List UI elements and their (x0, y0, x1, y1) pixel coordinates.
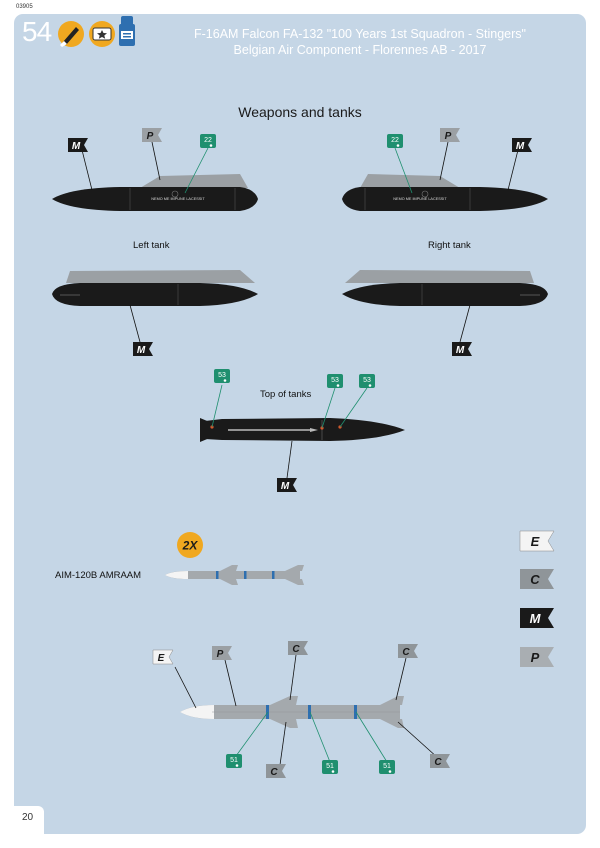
decal-22-right (387, 134, 403, 148)
decal-51-a (226, 754, 242, 768)
tank-left-side-view (52, 174, 258, 211)
legend-flag-p (520, 647, 554, 667)
section-heading: Weapons and tanks (238, 104, 362, 120)
svg-text:E: E (157, 653, 165, 664)
svg-text:M: M (71, 141, 81, 152)
svg-text:22: 22 (391, 137, 399, 144)
left-tank-drawing (52, 270, 258, 306)
flag-m-right-tank (452, 342, 472, 356)
right-tank-drawing (342, 270, 548, 306)
quantity-text: 2X (182, 538, 198, 553)
svg-text:M: M (529, 611, 541, 626)
decal-22-left (200, 134, 216, 148)
decal-53-c (359, 374, 375, 388)
svg-text:C: C (270, 767, 278, 778)
right-tank-label: Right tank (428, 240, 471, 251)
flag-c-amraam-2 (398, 644, 418, 658)
document-code: 03905 (16, 4, 33, 10)
svg-text:E: E (530, 534, 540, 549)
flag-c-amraam-4 (430, 754, 450, 768)
amraam-label: AIM-120B AMRAAM (55, 570, 142, 581)
decal-53-a (214, 369, 230, 383)
page-number: 20 (22, 812, 34, 823)
model-title: F-16AM Falcon FA-132 "100 Years 1st Squadron - Stingers" (194, 27, 526, 41)
svg-text:53: 53 (218, 372, 226, 379)
tank-right-side-view (342, 174, 548, 211)
flag-p-amraam (212, 646, 232, 660)
svg-text:M: M (280, 481, 290, 492)
top-of-tanks-label: Top of tanks (260, 389, 312, 400)
svg-text:53: 53 (363, 377, 371, 384)
top-of-tanks-drawing (200, 418, 405, 442)
svg-text:22: 22 (204, 137, 212, 144)
decal-leader-lines (185, 148, 412, 762)
flag-m-top-left (68, 138, 88, 152)
svg-text:P: P (444, 131, 452, 142)
tank-inscription-left: NEMO ME IMPUNE LACESSIT (151, 197, 205, 201)
decal-53-b (327, 374, 343, 388)
svg-text:C: C (292, 644, 300, 655)
svg-text:C: C (402, 647, 410, 658)
svg-text:51: 51 (230, 757, 238, 764)
tank-inscription-right: NEMO ME IMPUNE LACESSIT (393, 197, 447, 201)
decal-51-b (322, 760, 338, 774)
decal-51-c (379, 760, 395, 774)
leader-lines (82, 142, 518, 765)
flag-p-top-right (440, 128, 460, 142)
flag-c-amraam-3 (266, 764, 286, 778)
flag-m-left-tank (133, 342, 153, 356)
svg-text:C: C (434, 757, 442, 768)
quantity-badge (177, 532, 203, 558)
svg-text:M: M (515, 141, 525, 152)
legend-flag-m (520, 608, 554, 628)
svg-text:C: C (530, 572, 540, 587)
svg-text:M: M (136, 345, 146, 356)
flag-m-top-of-tanks (277, 478, 297, 492)
legend-flag-c (520, 569, 554, 589)
amraam-large-drawing (180, 696, 404, 728)
svg-text:P: P (146, 131, 154, 142)
flag-p-top-left (142, 128, 162, 142)
svg-text:51: 51 (326, 763, 334, 770)
flag-e-amraam (153, 650, 173, 664)
flag-c-amraam-1 (288, 641, 308, 655)
model-subtitle: Belgian Air Component - Florennes AB - 2017 (233, 43, 487, 57)
svg-text:51: 51 (383, 763, 391, 770)
svg-text:M: M (455, 345, 465, 356)
left-tank-label: Left tank (133, 240, 170, 251)
amraam-small-drawing (165, 565, 304, 585)
svg-text:53: 53 (331, 377, 339, 384)
flag-m-top-right (512, 138, 532, 152)
svg-text:P: P (216, 649, 224, 660)
svg-text:P: P (530, 650, 540, 665)
legend-flag-e (520, 531, 554, 551)
step-number: 54 (22, 16, 52, 47)
